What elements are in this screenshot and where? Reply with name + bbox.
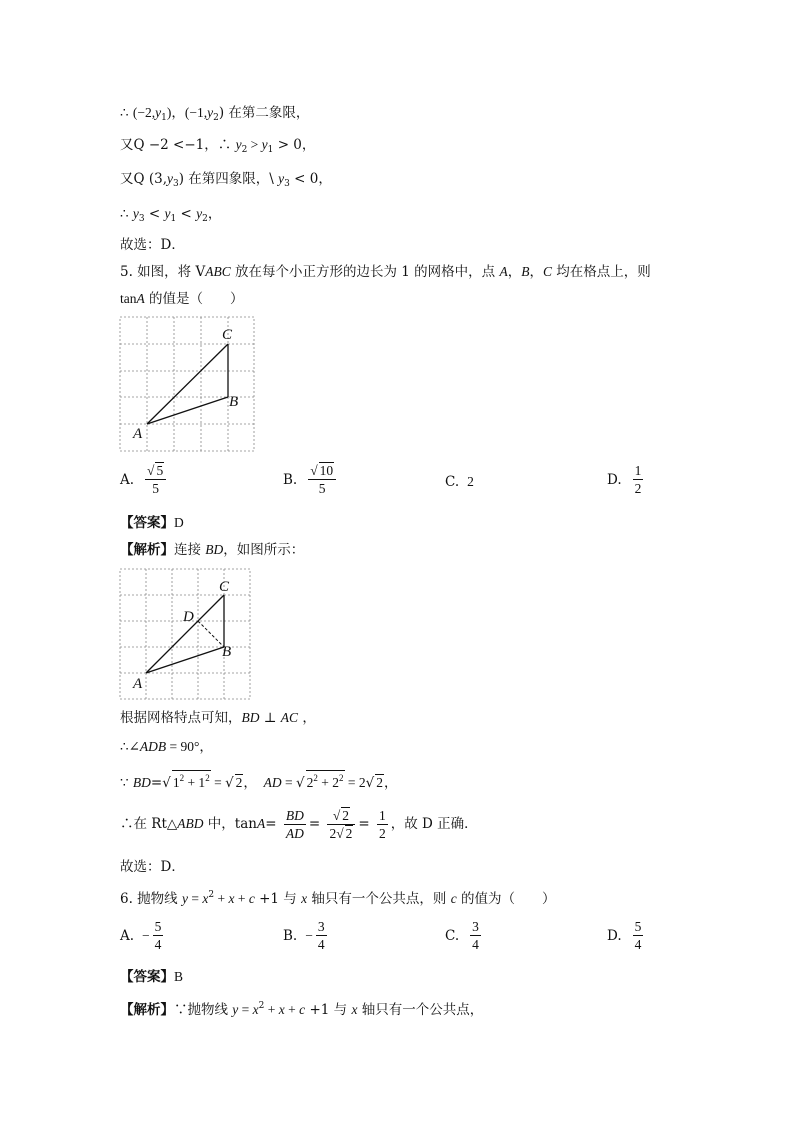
text: ， (529, 264, 543, 280)
var: BD (241, 710, 260, 725)
triangle-grid-figure-1 (118, 314, 258, 454)
solution-5-line-4: ∵ BD=√ $1^2 + 1^2$ = √ 2， AD = √ $2^2 + 2^2 = 2√$ 2， (120, 770, 398, 792)
var: y (278, 171, 285, 186)
text: = (265, 816, 277, 832)
text: ∴ (120, 105, 129, 121)
text: = (358, 816, 370, 832)
text: ∵ (120, 775, 133, 791)
text: = (281, 775, 297, 790)
sub: 2 (213, 113, 219, 123)
fraction-half (377, 807, 388, 842)
sqrt-expression (172, 770, 211, 790)
text: ∴ (120, 206, 133, 222)
var: y (181, 891, 188, 906)
sub: 3 (284, 179, 290, 189)
text: 根据网格特点可知， (120, 710, 242, 726)
numerator: 1 (634, 463, 642, 478)
fraction (316, 918, 327, 953)
sub: 2 (202, 214, 208, 224)
var: ABC (205, 264, 231, 279)
text: 又Q (3, (120, 171, 168, 187)
answer-tag: 【答案】 (120, 969, 174, 985)
solution-line-4 (120, 205, 221, 228)
var: y (261, 137, 268, 152)
numerator: 5 (154, 919, 162, 934)
label-a: A (133, 426, 143, 442)
var: x (351, 1002, 358, 1017)
option-a[interactable] (120, 918, 166, 953)
fraction-root: $\frac{√ 2}{2√ 2}$ (327, 807, 355, 842)
text: < (176, 206, 197, 222)
text: ， (507, 264, 522, 280)
sqrt-value: 2 (376, 775, 384, 790)
numerator: 5 (156, 463, 164, 478)
sqrt-value: 2 (235, 775, 243, 790)
text: 连接 (174, 542, 206, 558)
option-label: C. (445, 927, 460, 944)
text: ∴∠ (120, 739, 140, 755)
option-label: A. (120, 927, 135, 944)
question-5-text-2 (120, 290, 244, 308)
triangle-abc (146, 595, 224, 673)
option-d[interactable] (607, 918, 646, 953)
var: A (499, 264, 508, 279)
denominator: 5 (318, 481, 326, 496)
text: + 2 (317, 775, 340, 790)
answer-select-line: 故选：D． (120, 237, 185, 253)
label-c: C (222, 327, 233, 343)
numerator: 3 (317, 919, 325, 934)
text: 6. 抛物线 (120, 891, 182, 907)
text: ， (243, 775, 264, 791)
text: + (214, 891, 229, 906)
text: +1 与 (305, 1002, 352, 1018)
var: y (235, 137, 242, 152)
denominator: AD (285, 826, 304, 841)
var: x (252, 1002, 259, 1017)
sign: − (142, 927, 150, 943)
text: = (238, 1002, 253, 1017)
text: + (284, 1002, 300, 1017)
text: )，(−1, (166, 105, 208, 120)
fraction (633, 462, 644, 497)
denominator: 2 (345, 826, 353, 841)
text: ， (384, 775, 398, 791)
text: 均在格点上，则 (552, 264, 651, 280)
var: BD (205, 542, 224, 557)
fraction: $\frac{√ 5}{5}$ (145, 462, 166, 497)
solution-6-intro (120, 997, 483, 1019)
solution-5-intro (120, 541, 304, 559)
numerator: BD (285, 808, 304, 823)
sup: 2 (179, 773, 185, 783)
answer-5 (120, 514, 184, 532)
sign: − (305, 927, 313, 943)
text: 轴只有一个公共点， (357, 1002, 484, 1018)
fraction: $\frac{√ 10}{5}$ (308, 462, 336, 497)
var: A (136, 291, 145, 306)
solution-tag: 【解析】 (120, 542, 174, 558)
text: +1 与 (254, 891, 302, 907)
sqrt-expression (306, 770, 345, 790)
var: c (450, 891, 457, 906)
sup: 2 (313, 773, 318, 783)
sub: 3 (138, 214, 145, 224)
denominator: 4 (317, 937, 325, 952)
text: = (210, 775, 226, 790)
option-label: D. (607, 927, 622, 944)
denominator: 2 (634, 481, 642, 496)
solution-5-line-2 (120, 709, 316, 727)
numerator: 2 (342, 808, 349, 823)
sub: 1 (170, 214, 177, 224)
denominator: 2 (378, 826, 386, 841)
answer-value: D (174, 515, 184, 530)
sub: 3 (173, 179, 179, 189)
var: y (232, 1002, 239, 1017)
text: 中，tan (203, 816, 257, 832)
var: AC (280, 710, 299, 725)
var: x (301, 891, 308, 906)
option-label: B. (283, 927, 298, 944)
question-5-text (120, 263, 651, 281)
var: AD (263, 775, 282, 790)
answer-value: B (174, 969, 184, 984)
var: C (542, 264, 552, 279)
numerator: 1 (378, 808, 386, 823)
question-6-text (120, 886, 556, 908)
sup: 2 (339, 773, 344, 783)
sup: 2 (258, 1001, 265, 1011)
solution-tag: 【解析】 (120, 1002, 174, 1018)
var: y (167, 171, 174, 186)
answer-tag: 【答案】 (120, 515, 174, 531)
text: (−2, (132, 105, 156, 120)
text: > (247, 137, 262, 152)
text: tan (120, 291, 137, 306)
text: 轴只有一个公共点，则 (307, 891, 451, 907)
solution-line-3 (120, 170, 332, 193)
var: x (278, 1002, 285, 1017)
fraction (633, 918, 644, 953)
triangle-grid-figure-2 (118, 566, 254, 702)
option-b[interactable] (283, 918, 330, 953)
text: ∵抛物线 (174, 1002, 233, 1018)
sub: 2 (241, 145, 248, 155)
segment-bd (198, 621, 224, 647)
option-label: D. (607, 471, 622, 488)
option-a[interactable] (120, 462, 169, 497)
text: = 90°， (166, 739, 213, 754)
text: + (264, 1002, 279, 1017)
text: ， (298, 710, 316, 726)
denominator: 5 (152, 481, 159, 496)
text: = (187, 891, 203, 906)
text: < (144, 206, 165, 222)
denominator: 4 (154, 937, 162, 952)
text: ) 在第二象限， (218, 105, 310, 121)
fraction (470, 918, 481, 953)
sup: 2 (208, 890, 215, 900)
text: ∴在 Rt△ (120, 816, 178, 832)
text: 又Q −2 <−1，∴ (120, 137, 236, 153)
option-d[interactable] (607, 462, 646, 497)
text: ) 在第四象限，\ (178, 171, 279, 187)
denominator: 4 (634, 937, 642, 952)
label-c: C (219, 579, 230, 595)
text: = (308, 816, 321, 832)
text: 放在每个小正方形的边长为 1 的网格中，点 (230, 264, 500, 280)
text: < 0， (289, 171, 332, 187)
solution-5-line-3 (120, 738, 213, 756)
var: y (196, 206, 203, 221)
var: ABD (177, 816, 204, 831)
text: 的值是（ ） (144, 291, 244, 307)
option-label: C. (445, 474, 460, 490)
sub: 1 (267, 145, 274, 155)
text: 5. 如图，将 V (120, 264, 206, 280)
text: 的值为（ ） (456, 891, 556, 907)
var: y (164, 206, 171, 221)
text: + (234, 891, 249, 906)
option-label: B. (283, 471, 298, 488)
option-b[interactable] (283, 462, 339, 497)
text: 2 (306, 775, 314, 790)
var: A (256, 816, 266, 831)
triangle-abc (147, 344, 228, 424)
var: c (299, 1002, 306, 1017)
denominator: 4 (472, 937, 479, 952)
var: c (248, 891, 255, 906)
sub: 1 (161, 113, 167, 123)
var: x (228, 891, 235, 906)
sup: 2 (205, 773, 210, 783)
text: = 2 (344, 775, 366, 790)
numerator: 10 (319, 463, 334, 478)
option-label: A. (120, 471, 135, 488)
label-b: B (222, 644, 232, 660)
text: = (150, 775, 163, 791)
text: ⊥ (259, 710, 281, 726)
var: B (521, 264, 530, 279)
text: 1 (172, 775, 180, 790)
label-d: D (183, 609, 194, 625)
option-c[interactable] (445, 474, 474, 490)
var: y (207, 105, 214, 120)
text: > 0， (273, 137, 316, 153)
answer-select-5: 故选：D． (120, 859, 185, 875)
option-c[interactable] (445, 918, 484, 953)
option-value: 2 (467, 474, 474, 489)
numerator: 5 (634, 919, 642, 934)
answer-6 (120, 968, 183, 986)
var: x (202, 891, 209, 906)
solution-line-1 (120, 104, 309, 127)
solution-5-line-5 (120, 804, 478, 844)
var: y (155, 105, 162, 120)
var: BD (132, 775, 151, 790)
text: + 1 (184, 775, 206, 790)
text: ，故 D 正确． (390, 816, 478, 832)
fraction (153, 918, 164, 953)
text: ， (207, 206, 222, 222)
fraction-bd-ad (284, 807, 306, 842)
var: y (132, 206, 139, 221)
var: ADB (139, 739, 167, 754)
numerator: 3 (472, 919, 479, 934)
label-a: A (133, 676, 143, 692)
solution-line-2 (120, 136, 315, 159)
text: ，如图所示： (223, 542, 305, 558)
text: 2 (329, 826, 337, 841)
label-b: B (229, 394, 239, 410)
